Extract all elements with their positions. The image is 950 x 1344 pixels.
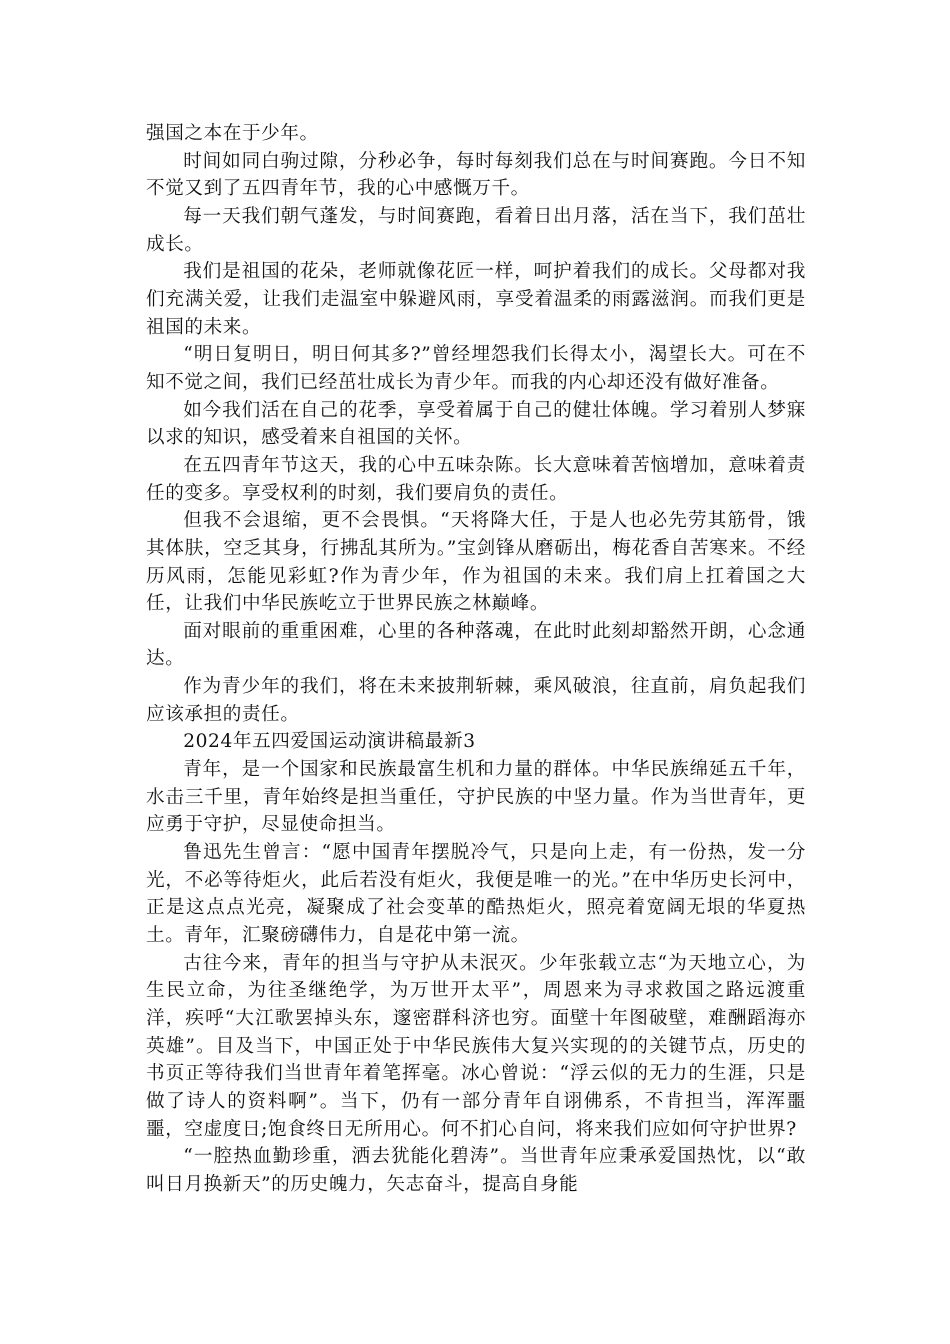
paragraph: “明日复明日，明日何其多?”曾经埋怨我们长得太小，渴望长大。可在不知不觉之间，我们已经茁壮成长为青少年。而我的内心却还没有做好准备。 (146, 344, 806, 393)
paragraph: 我们是祖国的花朵，老师就像花匠一样，呵护着我们的成长。父母都对我们充满关爱，让我们走温室中躲避风雨，享受着温柔的雨露滋润。而我们更是祖国的未来。 (146, 261, 806, 338)
paragraph: 每一天我们朝气蓬发，与时间赛跑，看着日出月落，活在当下，我们茁壮成长。 (146, 205, 806, 255)
paragraph: 作为青少年的我们，将在未来披荆斩棘，乘风破浪，往直前，肩负起我们应该承担的责任。 (146, 676, 806, 725)
paragraph: 面对眼前的重重困难，心里的各种落魂，在此时此刻却豁然开朗，心念通达。 (146, 620, 806, 670)
paragraph: 古往今来，青年的担当与守护从未泯灭。少年张载立志“为天地立心，为生民立命，为往圣继绝学，为万世开太平”，周恩来为寻求救国之路远渡重洋，疾呼“大江歌罢掉头东，邃密群科济也穷。面壁十年图破壁，难酬蹈海亦英雄”。目及当下，中国正处于中华民族伟大复兴实现的的关键节点，历史的书页正等待我们当世青年着笔挥毫。冰心曾说：“浮云似的无力的生涯，只是做了诗人的资料啊”。当下，仍有一部分青年自诩佛系，不肯担当，浑浑噩噩，空虚度日;饱食终日无所用心。何不扪心自问，将来我们应如何守护世界? (146, 952, 806, 1140)
paragraph: 鲁迅先生曾言：“愿中国青年摆脱冷气，只是向上走，有一份热，发一分光，不必等待炬火，此后若没有炬火，我便是唯一的光。”在中华历史长河中，正是这点点光亮，凝聚成了社会变革的酷热炬火，照亮着宽阔无垠的华夏热土。青年，汇聚磅礴伟力，自是花中第一流。 (146, 842, 806, 947)
section-heading: 2024年五四爱国运动演讲稿最新3 (183, 731, 476, 753)
paragraph: “一腔热血勤珍重，洒去犹能化碧涛”。当世青年应秉承爱国热忱，以“敢叫日月换新天”的历史魄力，矢志奋斗，提高自身能 (146, 1146, 806, 1195)
paragraph: 强国之本在于少年。 (146, 123, 319, 144)
paragraph: 时间如同白驹过隙，分秒必争，每时每刻我们总在与时间赛跑。今日不知不觉又到了五四青年节，我的心中感慨万千。 (146, 150, 806, 200)
paragraph: 青年，是一个国家和民族最富生机和力量的群体。中华民族绵延五千年，水击三千里，青年始终是担当重任，守护民族的中坚力量。作为当世青年，更应勇于守护，尽显使命担当。 (146, 759, 806, 836)
document-body (146, 120, 806, 1199)
paragraph: 但我不会退缩，更不会畏惧。“天将降大任，于是人也必先劳其筋骨，饿其体肤，空乏其身，行拂乱其所为。”宝剑锋从磨砺出，梅花香自苦寒来。不经历风雨，怎能见彩虹?作为青少年，作为祖国的未来。我们肩上扛着国之大任，让我们中华民族屹立于世界民族之林巅峰。 (146, 510, 806, 615)
paragraph: 如今我们活在自己的花季，享受着属于自己的健壮体魄。学习着别人梦寐以求的知识，感受着来自祖国的关怀。 (146, 399, 806, 449)
paragraph: 在五四青年节这天，我的心中五味杂陈。长大意味着苦恼增加，意味着责任的变多。享受权利的时刻，我们要肩负的责任。 (146, 454, 806, 504)
